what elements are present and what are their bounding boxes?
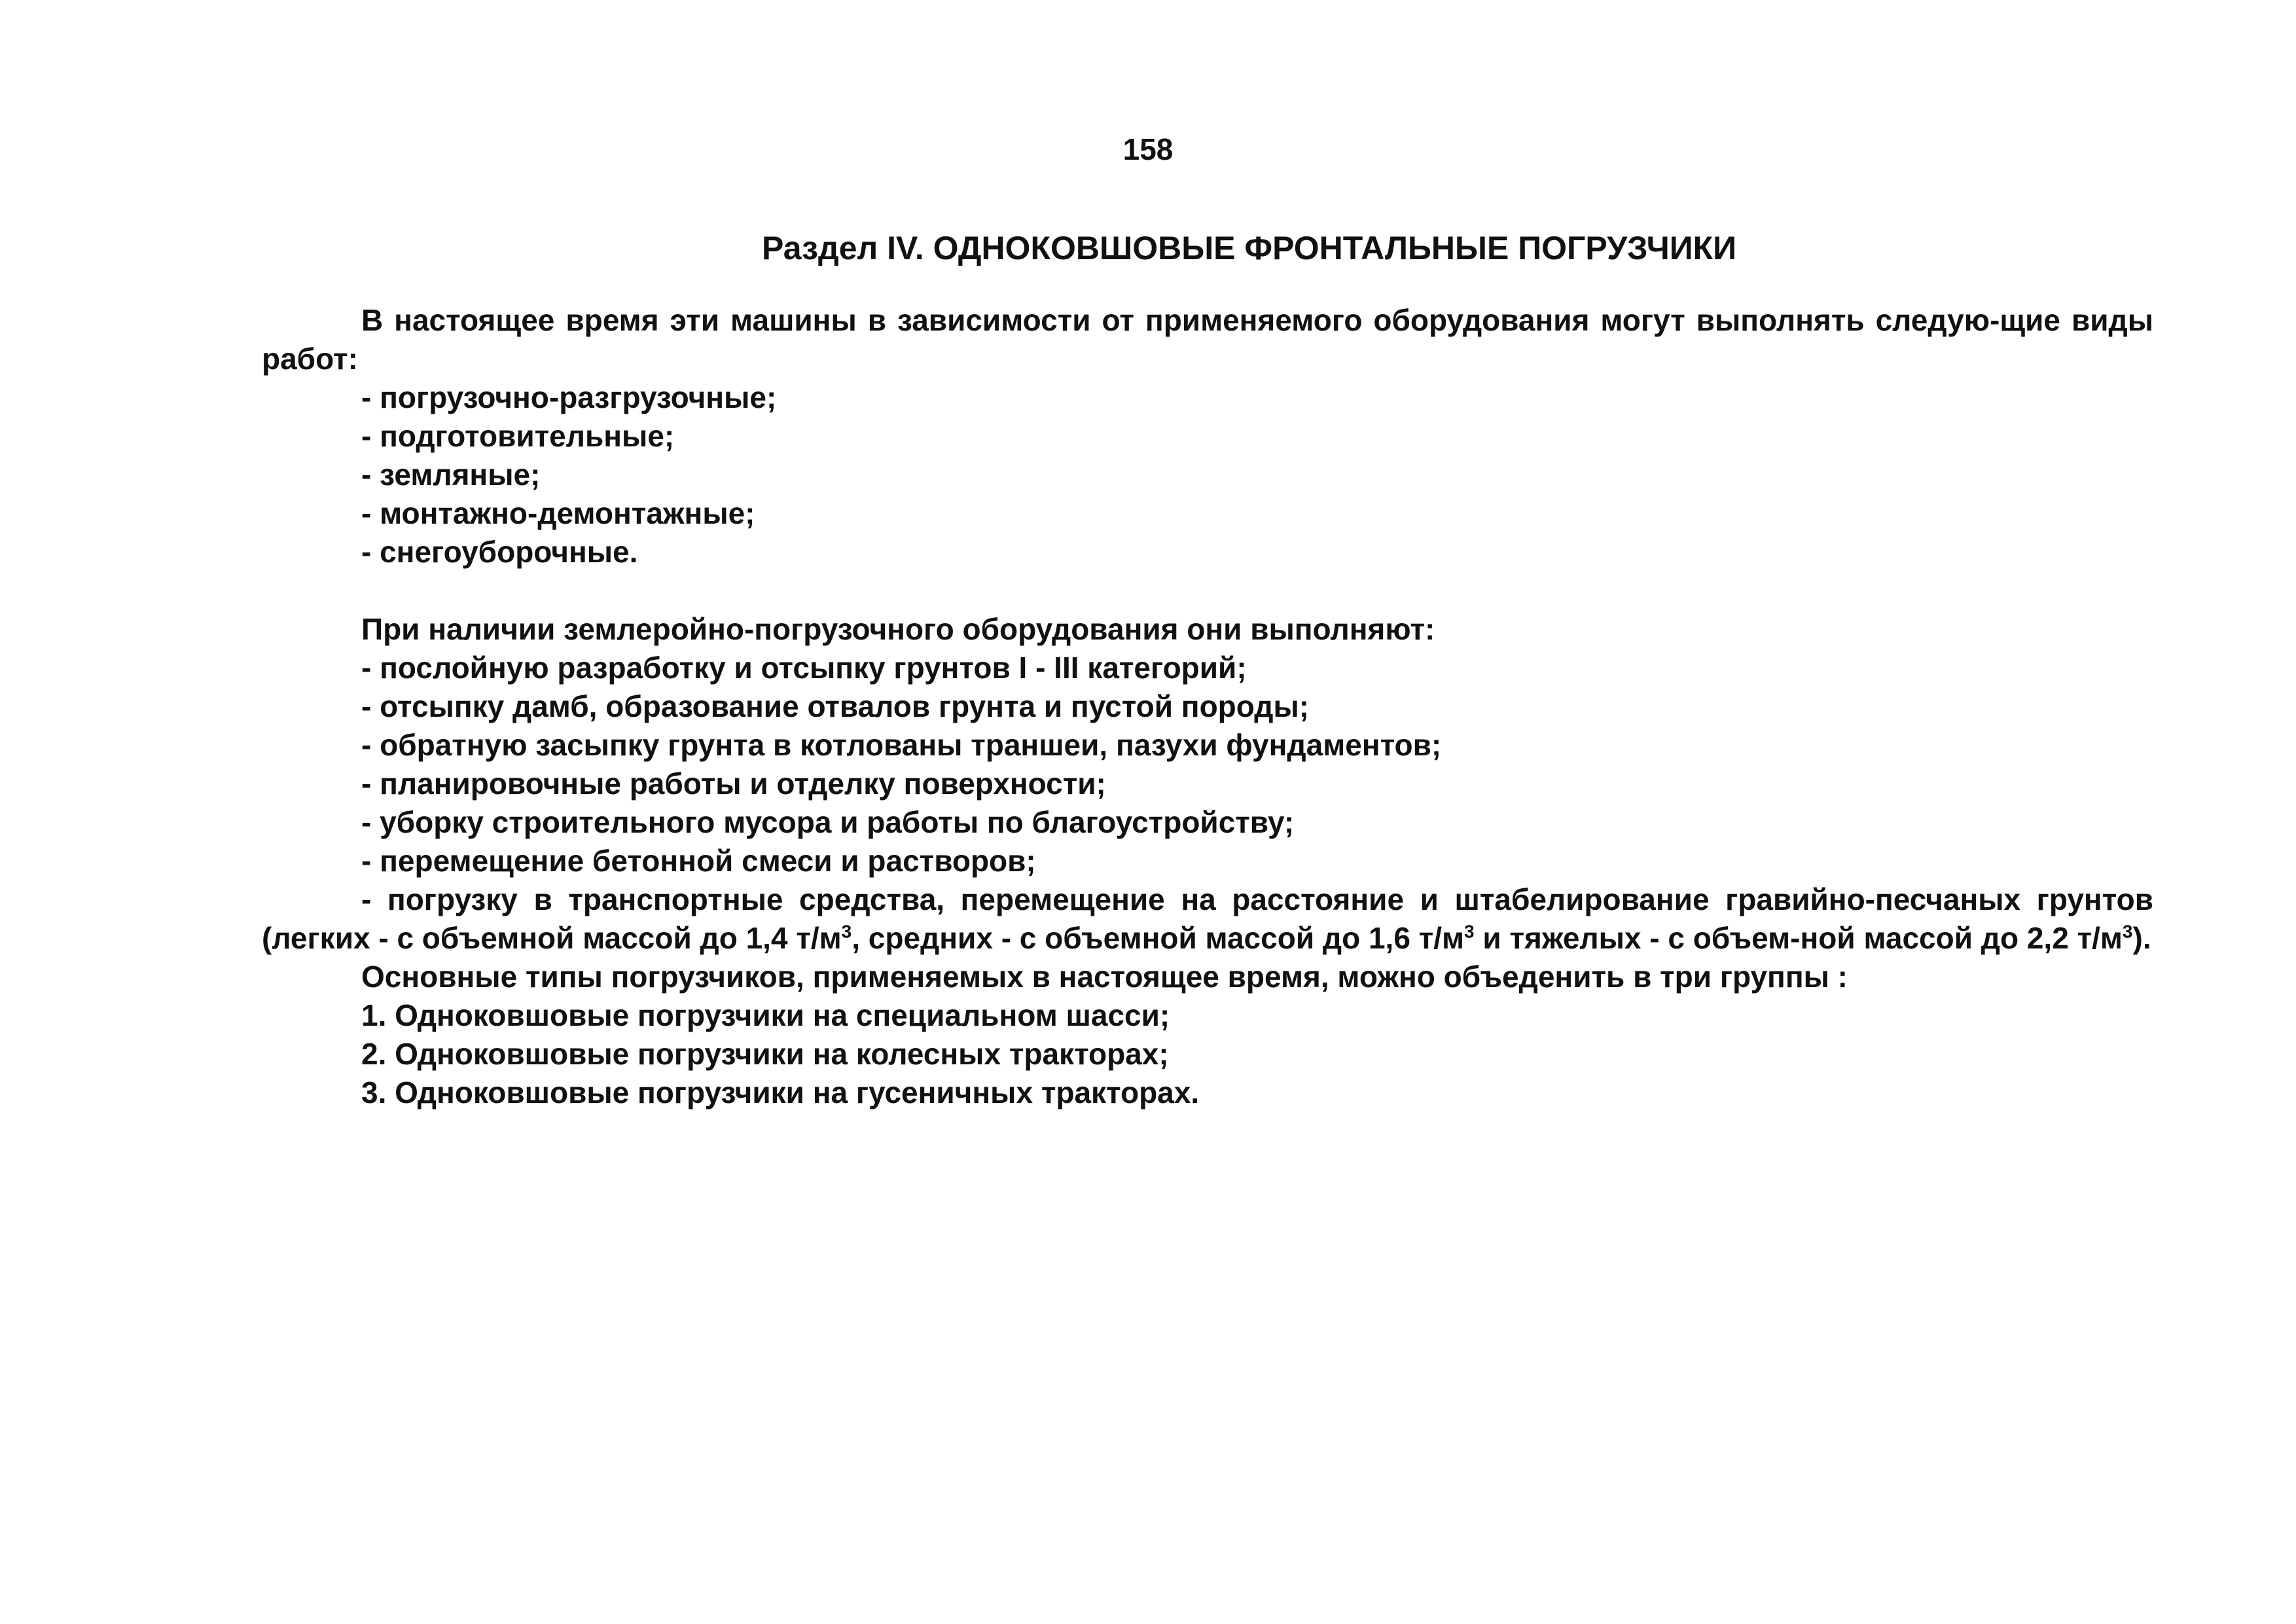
intro-paragraph: В настоящее время эти машины в зависимости от применяемого оборудования могут выполнять следую-щие виды работ:	[262, 303, 2153, 376]
earthmoving-intro: При наличии землеройно-погрузочного оборудования они выполняют:	[361, 612, 1435, 646]
list-item: 3. Одноковшовые погрузчики на гусеничных тракторах.	[361, 1075, 1200, 1110]
work-types-list	[262, 378, 2153, 571]
list-item: 1. Одноковшовые погрузчики на специальном шасси;	[361, 998, 1170, 1032]
list-item: - монтажно-демонтажные;	[361, 496, 755, 530]
list-item: - земляные;	[361, 458, 541, 492]
list-item: - погрузочно-разгрузочные;	[361, 380, 777, 414]
loading-task-text: и тяжелых - с объем-ной массой до 2,2 т/м	[1474, 921, 2123, 955]
list-item: - перемещение бетонной смеси и растворов;	[361, 844, 1036, 878]
loading-task-item	[262, 880, 2153, 958]
list-item: - подготовительные;	[361, 419, 675, 453]
list-item: - обратную засыпку грунта в котлованы траншеи, пазухи фундаментов;	[361, 728, 1442, 762]
list-item: - снегоуборочные.	[361, 535, 638, 569]
paragraph-gap	[262, 571, 2153, 610]
section-title: Раздел IV. ОДНОКОВШОВЫЕ ФРОНТАЛЬНЫЕ ПОГРУЗЧИКИ	[762, 230, 1737, 266]
page-number: 158	[1122, 132, 1174, 166]
loading-task-text: ).	[2132, 921, 2151, 955]
list-item: 2. Одноковшовые погрузчики на колесных тракторах;	[361, 1037, 1169, 1071]
loading-task-text: , средних - с объемной массой до 1,6 т/м	[852, 921, 1465, 955]
earthmoving-tasks-list	[262, 649, 2153, 958]
list-item: - послойную разработку и отсыпку грунтов I - III категорий;	[361, 651, 1247, 685]
body-text	[262, 301, 2153, 1112]
list-item: - уборку строительного мусора и работы по благоустройству;	[361, 805, 1295, 839]
list-item: - отсыпку дамб, образование отвалов грунта и пустой породы;	[361, 689, 1310, 723]
types-intro: Основные типы погрузчиков, применяемых в настоящее время, можно объеденить в три группы :	[361, 960, 1848, 994]
loader-types-list	[262, 996, 2153, 1112]
superscript: 3	[1464, 921, 1475, 942]
loading-task-text: - погрузку в транспортные средства, перемещение на расстояние и штабелирование гравийно-песчаных грунтов (легких - с объемной массой до 1,4 т/м	[262, 882, 2153, 955]
list-item: - планировочные работы и отделку поверхности;	[361, 767, 1106, 801]
superscript: 3	[2122, 921, 2133, 942]
superscript: 3	[841, 921, 852, 942]
